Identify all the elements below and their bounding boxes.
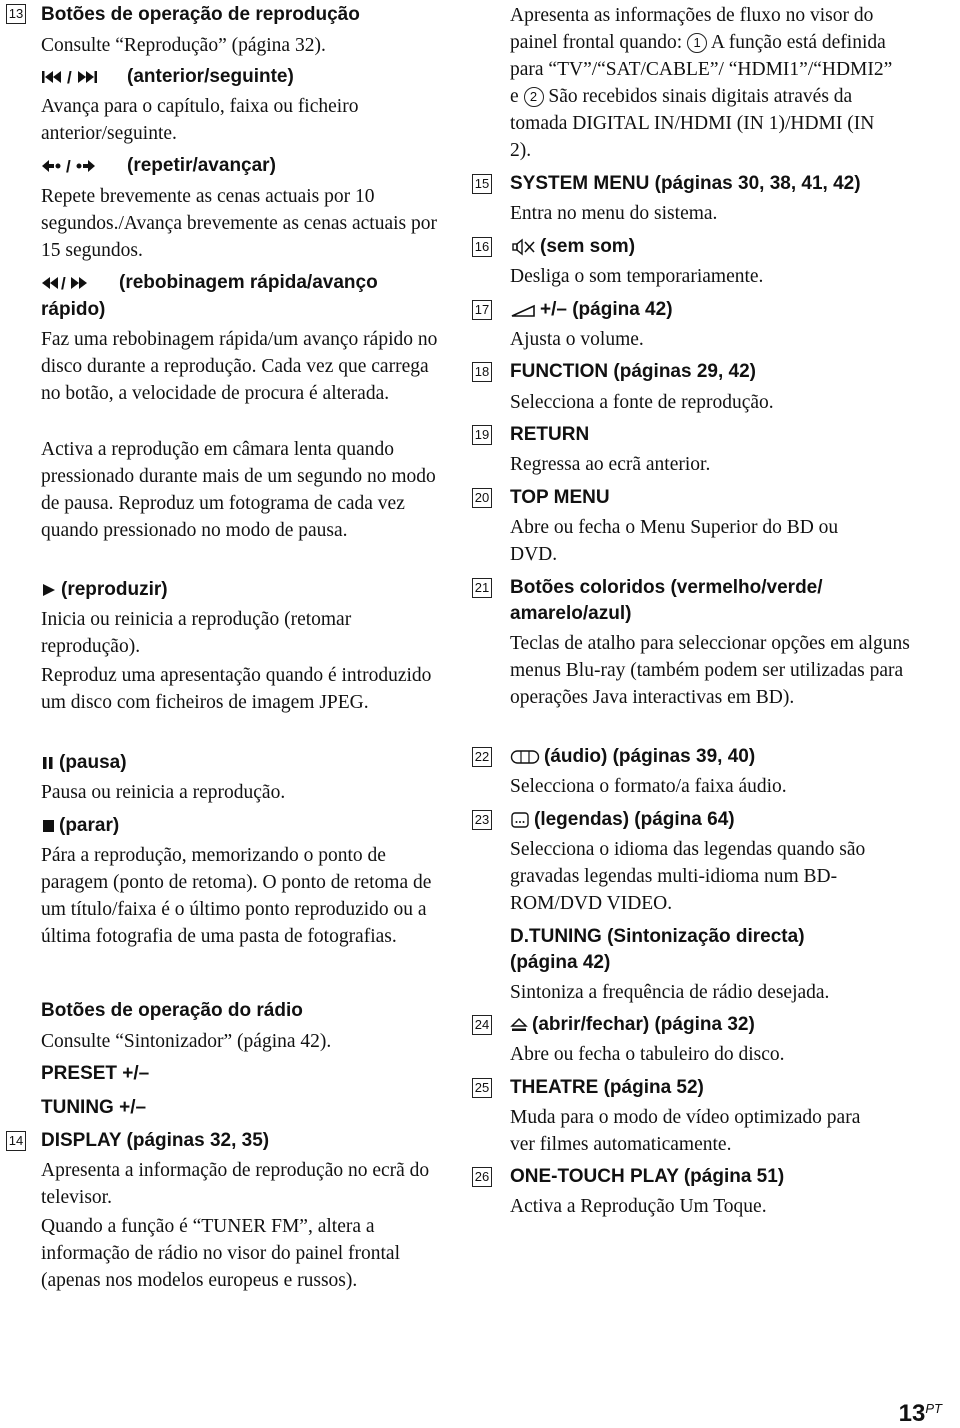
mute-icon — [510, 238, 536, 256]
pause-icon — [41, 755, 55, 771]
button-desc: Inicia ou reinicia a reprodução (retomar reprodução). — [41, 609, 352, 657]
section-desc: Activa a Reprodução Um Toque. — [510, 1196, 767, 1217]
prev-next-icon — [41, 69, 123, 85]
section-heading: TOP MENU — [510, 487, 610, 508]
section-desc: Entra no menu do sistema. — [510, 203, 718, 224]
section-heading-cont: (página 42) — [510, 952, 611, 973]
section-heading: ONE-TOUCH PLAY (página 51) — [510, 1166, 785, 1187]
button-heading: (parar) — [41, 813, 441, 839]
button-desc: Pausa ou reinicia a reprodução. — [41, 782, 286, 803]
section-desc: Selecciona o formato/a faixa áudio. — [510, 776, 787, 797]
item-number-badge: 23 — [472, 810, 492, 830]
button-desc: Pára a reprodução, memorizando o ponto de paragem (ponto de retoma). O ponto de retoma de um título/faixa é o último ponto reproduzido ou a última fotografia de uma pasta de fotografias. — [41, 845, 432, 947]
button-desc: Activa a reprodução em câmara lenta quando pressionado durante mais de um segundo no modo de pausa. Reproduz um fotograma de cada vez quando pressionado no modo de pausa. — [41, 439, 436, 541]
item-number-badge: 20 — [472, 488, 492, 508]
replay-advance-icon — [41, 158, 123, 174]
subtitle-icon — [510, 811, 530, 829]
rewind-fastforward-icon — [41, 275, 115, 291]
section-heading: THEATRE (página 52) — [510, 1077, 704, 1098]
button-desc: Repete brevemente as cenas actuais por 10 segundos./Avança brevemente as cenas actuais por 15 segundos. — [41, 186, 437, 261]
svg-text:/: / — [61, 274, 66, 291]
stop-icon — [41, 818, 55, 834]
section-heading: Botões de operação de reprodução — [41, 4, 360, 25]
audio-icon — [510, 749, 540, 765]
item-number-badge: 18 — [472, 362, 492, 382]
item-number-badge: 26 — [472, 1167, 492, 1187]
section-desc: Desliga o som temporariamente. — [510, 266, 764, 287]
button-heading: / (rebobinagem rápida/avanço — [41, 270, 441, 296]
svg-text:/: / — [66, 157, 71, 174]
button-heading: PRESET +/– — [41, 1063, 150, 1084]
button-heading: / (repetir/avançar) — [41, 153, 441, 179]
section-desc: Selecciona a fonte de reprodução. — [510, 392, 774, 413]
item-number-badge: 16 — [472, 237, 492, 257]
section-desc: Teclas de atalho para seleccionar opções em alguns menus Blu-ray (também podem ser utilizadas para operações Java interactivas em BD). — [510, 633, 910, 708]
button-desc: Faz uma rebobinagem rápida/um avanço rápido no disco durante a reprodução. Cada vez que carrega no botão, a velocidade de procura é alterada. — [41, 329, 438, 404]
play-icon — [41, 582, 57, 598]
section-heading: (abrir/fechar) (página 32) — [510, 1012, 910, 1038]
button-heading: (reproduzir) — [41, 577, 441, 603]
item-number-badge: 14 — [6, 1131, 26, 1151]
button-heading: / (anterior/seguinte) — [41, 64, 441, 90]
section-heading: RETURN — [510, 424, 590, 445]
circled-number: 2 — [524, 87, 544, 107]
svg-text:/: / — [67, 68, 72, 85]
section-desc: Abre ou fecha o Menu Superior do BD ou DVD. — [510, 517, 839, 565]
item-number-badge: 15 — [472, 174, 492, 194]
item-number-badge: 24 — [472, 1015, 492, 1035]
section-desc: Apresenta a informação de reprodução no ecrã do televisor. — [41, 1160, 430, 1208]
item-number-badge: 17 — [472, 300, 492, 320]
section-desc: Selecciona o idioma das legendas quando são gravadas legendas multi-idioma num BD-ROM/DVD VIDEO. — [510, 839, 866, 914]
section-heading: (sem som) — [510, 234, 910, 260]
item-number-badge: 13 — [6, 4, 26, 24]
circled-number: 1 — [687, 33, 707, 53]
section-desc: Muda para o modo de vídeo optimizado para ver filmes automaticamente. — [510, 1107, 861, 1155]
section-heading: (áudio) (páginas 39, 40) — [510, 744, 910, 770]
section-heading: FUNCTION (páginas 29, 42) — [510, 361, 756, 382]
section-desc: Consulte “Reprodução” (página 32). — [41, 35, 326, 56]
section-heading: +/– (página 42) — [510, 297, 910, 323]
item-number-badge: 19 — [472, 425, 492, 445]
section-heading: DISPLAY (páginas 32, 35) — [41, 1130, 270, 1151]
section-desc: Ajusta o volume. — [510, 329, 644, 350]
section-heading: Botões de operação do rádio — [41, 1000, 303, 1021]
section-desc: Quando a função é “TUNER FM”, altera a informação de rádio no visor do painel frontal (apenas nos modelos europeus e russos). — [41, 1216, 401, 1291]
button-desc: Avança para o capítulo, faixa ou ficheiro anterior/seguinte. — [41, 96, 359, 144]
button-heading: (pausa) — [41, 750, 441, 776]
section-heading: SYSTEM MENU (páginas 30, 38, 41, 42) — [510, 173, 861, 194]
button-heading-cont: rápido) — [41, 299, 106, 320]
item-number-badge: 25 — [472, 1078, 492, 1098]
button-heading: TUNING +/– — [41, 1097, 147, 1118]
item-number-badge: 21 — [472, 578, 492, 598]
section-heading: (legendas) (página 64) — [510, 807, 910, 833]
section-heading-cont: amarelo/azul) — [510, 603, 632, 624]
section-desc: Abre ou fecha o tabuleiro do disco. — [510, 1044, 785, 1065]
section-desc: Regressa ao ecrã anterior. — [510, 454, 711, 475]
section-desc: Consulte “Sintonizador” (página 42). — [41, 1031, 332, 1052]
volume-icon — [510, 302, 536, 318]
continued-desc: Apresenta as informações de fluxo no visor do painel frontal quando: 1 A função está definida para “TV”/“SAT/CABLE”/ “HDMI1”/“HDMI2” e 2 São recebidos sinais digitais através da tomada DIGITAL IN/HDMI (IN 1)/HDMI (IN 2). — [510, 5, 893, 161]
section-heading: D.TUNING (Sintonização directa) — [510, 926, 805, 947]
section-desc: Sintoniza a frequência de rádio desejada. — [510, 982, 830, 1003]
section-heading: Botões coloridos (vermelho/verde/ — [510, 577, 823, 598]
page-number: $13^{PT}$ — [898, 1400, 942, 1427]
eject-icon — [510, 1017, 528, 1033]
button-desc: Reproduz uma apresentação quando é introduzido um disco com ficheiros de imagem JPEG. — [41, 665, 432, 713]
item-number-badge: 22 — [472, 747, 492, 767]
